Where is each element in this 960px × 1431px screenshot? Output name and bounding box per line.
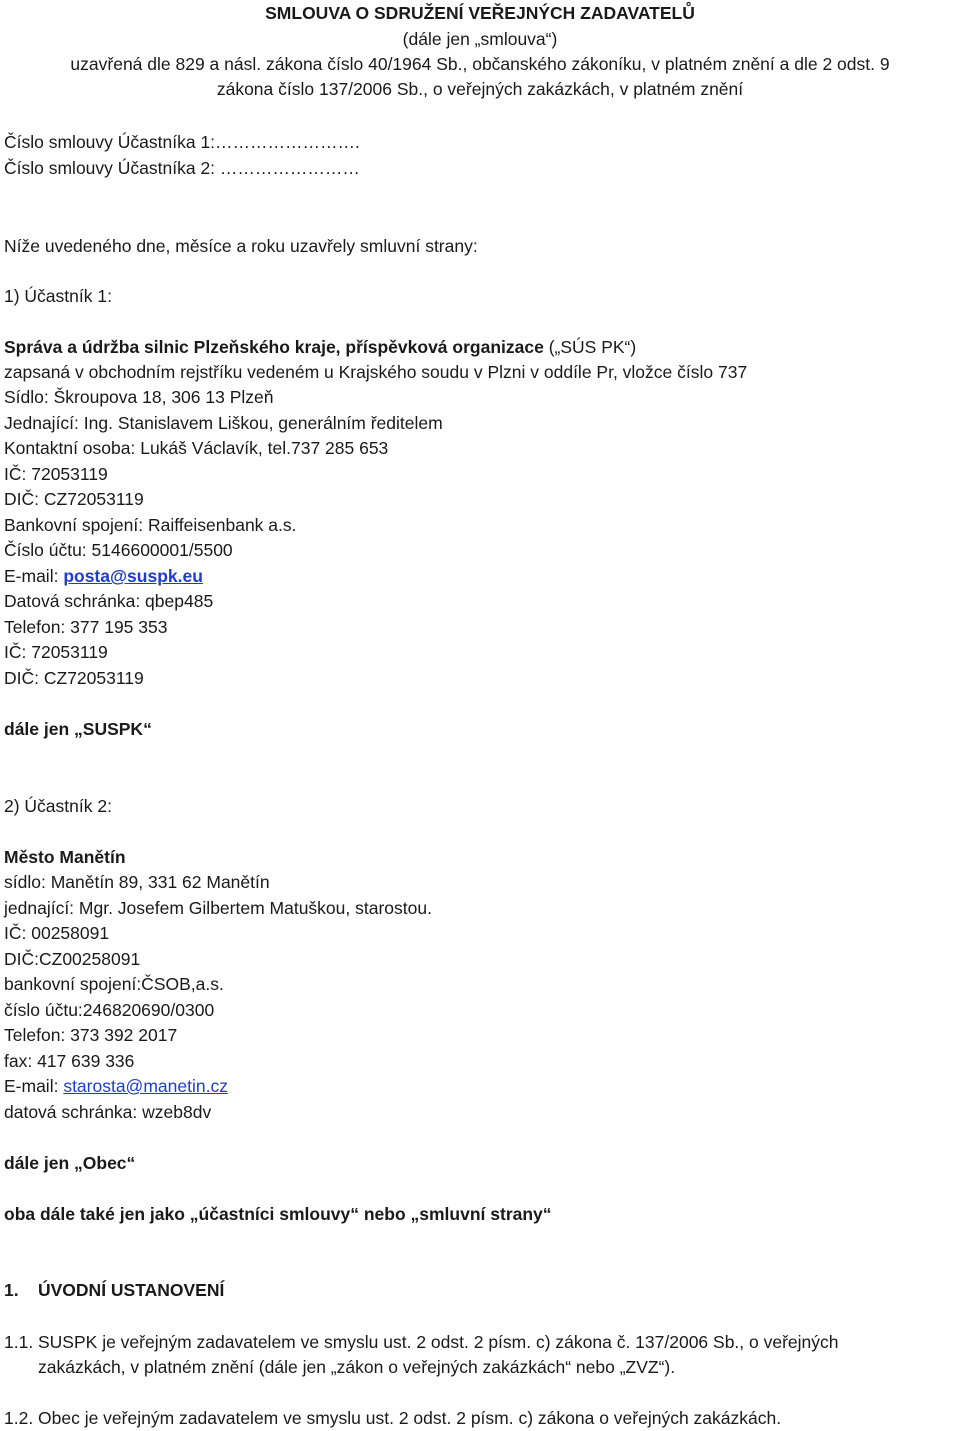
party-1-account: Číslo účtu: 5146600001/5500 bbox=[4, 540, 233, 560]
party-1-name-suffix: („SÚS PK“) bbox=[543, 337, 637, 357]
party-2-phone: Telefon: 373 392 2017 bbox=[4, 1025, 178, 1045]
party-1-representative: Jednající: Ing. Stanislavem Liškou, generálním ředitelem bbox=[4, 413, 443, 433]
document-title: SMLOUVA O SDRUŽENÍ VEŘEJNÝCH ZADAVATELŮ bbox=[265, 3, 695, 23]
clause-1-2-number: 1.2. bbox=[4, 1408, 34, 1428]
party-1-name: Správa a údržba silnic Plzeňského kraje, příspěvková organizace bbox=[4, 337, 544, 357]
party-2-email-label: E-mail: bbox=[4, 1076, 64, 1096]
party-2-dic: DIČ:CZ00258091 bbox=[4, 949, 141, 969]
parties-alias: oba dále také jen jako „účastníci smlouvy“ nebo „smluvní strany“ bbox=[4, 1204, 552, 1224]
party-2-email-line bbox=[4, 1075, 228, 1097]
party-2-name: Město Manětín bbox=[4, 847, 126, 867]
section-1-heading bbox=[4, 1279, 224, 1301]
clause-1-1-line-2: zakázkách, v platném znění (dále jen „zákon o veřejných zakázkách“ nebo „ZVZ“). bbox=[38, 1357, 676, 1377]
contract-number-party-2: Číslo smlouvy Účastníka 2: …………………… bbox=[4, 158, 360, 178]
party-2-databox: datová schránka: wzeb8dv bbox=[4, 1102, 212, 1122]
party-2-representative: jednající: Mgr. Josefem Gilbertem Matuškou, starostou. bbox=[4, 898, 432, 918]
party-2-fax: fax: 417 639 336 bbox=[4, 1051, 135, 1071]
party-1-name-line bbox=[4, 336, 636, 358]
party-1-phone: Telefon: 377 195 353 bbox=[4, 617, 168, 637]
party-1-email-line bbox=[4, 565, 203, 587]
party-1-databox: Datová schránka: qbep485 bbox=[4, 591, 214, 611]
contract-number-party-1: Číslo smlouvy Účastníka 1:……………………. bbox=[4, 132, 360, 152]
party-1-dic: DIČ: CZ72053119 bbox=[4, 489, 144, 509]
document-alias: (dále jen „smlouva“) bbox=[402, 29, 558, 49]
clause-1-1-number: 1.1. bbox=[4, 1332, 34, 1352]
legal-basis-line-2: zákona číslo 137/2006 Sb., o veřejných zakázkách, v platném znění bbox=[216, 79, 744, 99]
clause-1-2-line-1: Obec je veřejným zadavatelem ve smyslu ust. 2 odst. 2 písm. c) zákona o veřejných zakázkách. bbox=[38, 1408, 782, 1428]
intro-text: Níže uvedeného dne, měsíce a roku uzavřely smluvní strany: bbox=[4, 236, 478, 256]
party-2-email-link[interactable]: starosta@manetin.cz bbox=[63, 1076, 228, 1096]
party-1-ico: IČ: 72053119 bbox=[4, 464, 108, 484]
party-1-email-label: E-mail: bbox=[4, 566, 64, 586]
party-1-bank: Bankovní spojení: Raiffeisenbank a.s. bbox=[4, 515, 297, 535]
legal-basis-line-1: uzavřená dle 829 a násl. zákona číslo 40/1964 Sb., občanského zákoníku, v platném znění a dle 2 odst. 9 bbox=[70, 54, 890, 74]
party-2-ico: IČ: 00258091 bbox=[4, 923, 110, 943]
clause-1-1-line-1: SUSPK je veřejným zadavatelem ve smyslu ust. 2 odst. 2 písm. c) zákona č. 137/2006 Sb., o veřejných bbox=[38, 1332, 839, 1352]
section-1-number: 1. bbox=[4, 1280, 19, 1300]
party-1-alias: dále jen „SUSPK“ bbox=[4, 719, 152, 739]
party-1-email-link[interactable]: posta@suspk.eu bbox=[63, 566, 203, 586]
party-1-ico-2: IČ: 72053119 bbox=[4, 642, 108, 662]
party-2-seat: sídlo: Manětín 89, 331 62 Manětín bbox=[4, 872, 270, 892]
party-1-heading: 1) Účastník 1: bbox=[4, 286, 112, 306]
party-1-contact: Kontaktní osoba: Lukáš Václavík, tel.737 285 653 bbox=[4, 438, 389, 458]
section-1-title: ÚVODNÍ USTANOVENÍ bbox=[38, 1280, 225, 1300]
party-2-bank: bankovní spojení:ČSOB,a.s. bbox=[4, 974, 224, 994]
party-2-account: číslo účtu:246820690/0300 bbox=[4, 1000, 215, 1020]
party-2-alias: dále jen „Obec“ bbox=[4, 1153, 136, 1173]
party-2-heading: 2) Účastník 2: bbox=[4, 796, 112, 816]
party-1-dic-2: DIČ: CZ72053119 bbox=[4, 668, 144, 688]
party-1-registry: zapsaná v obchodním rejstříku vedeném u Krajského soudu v Plzni v oddíle Pr, vložce číslo 737 bbox=[4, 362, 748, 382]
party-1-seat: Sídlo: Škroupova 18, 306 13 Plzeň bbox=[4, 387, 274, 407]
